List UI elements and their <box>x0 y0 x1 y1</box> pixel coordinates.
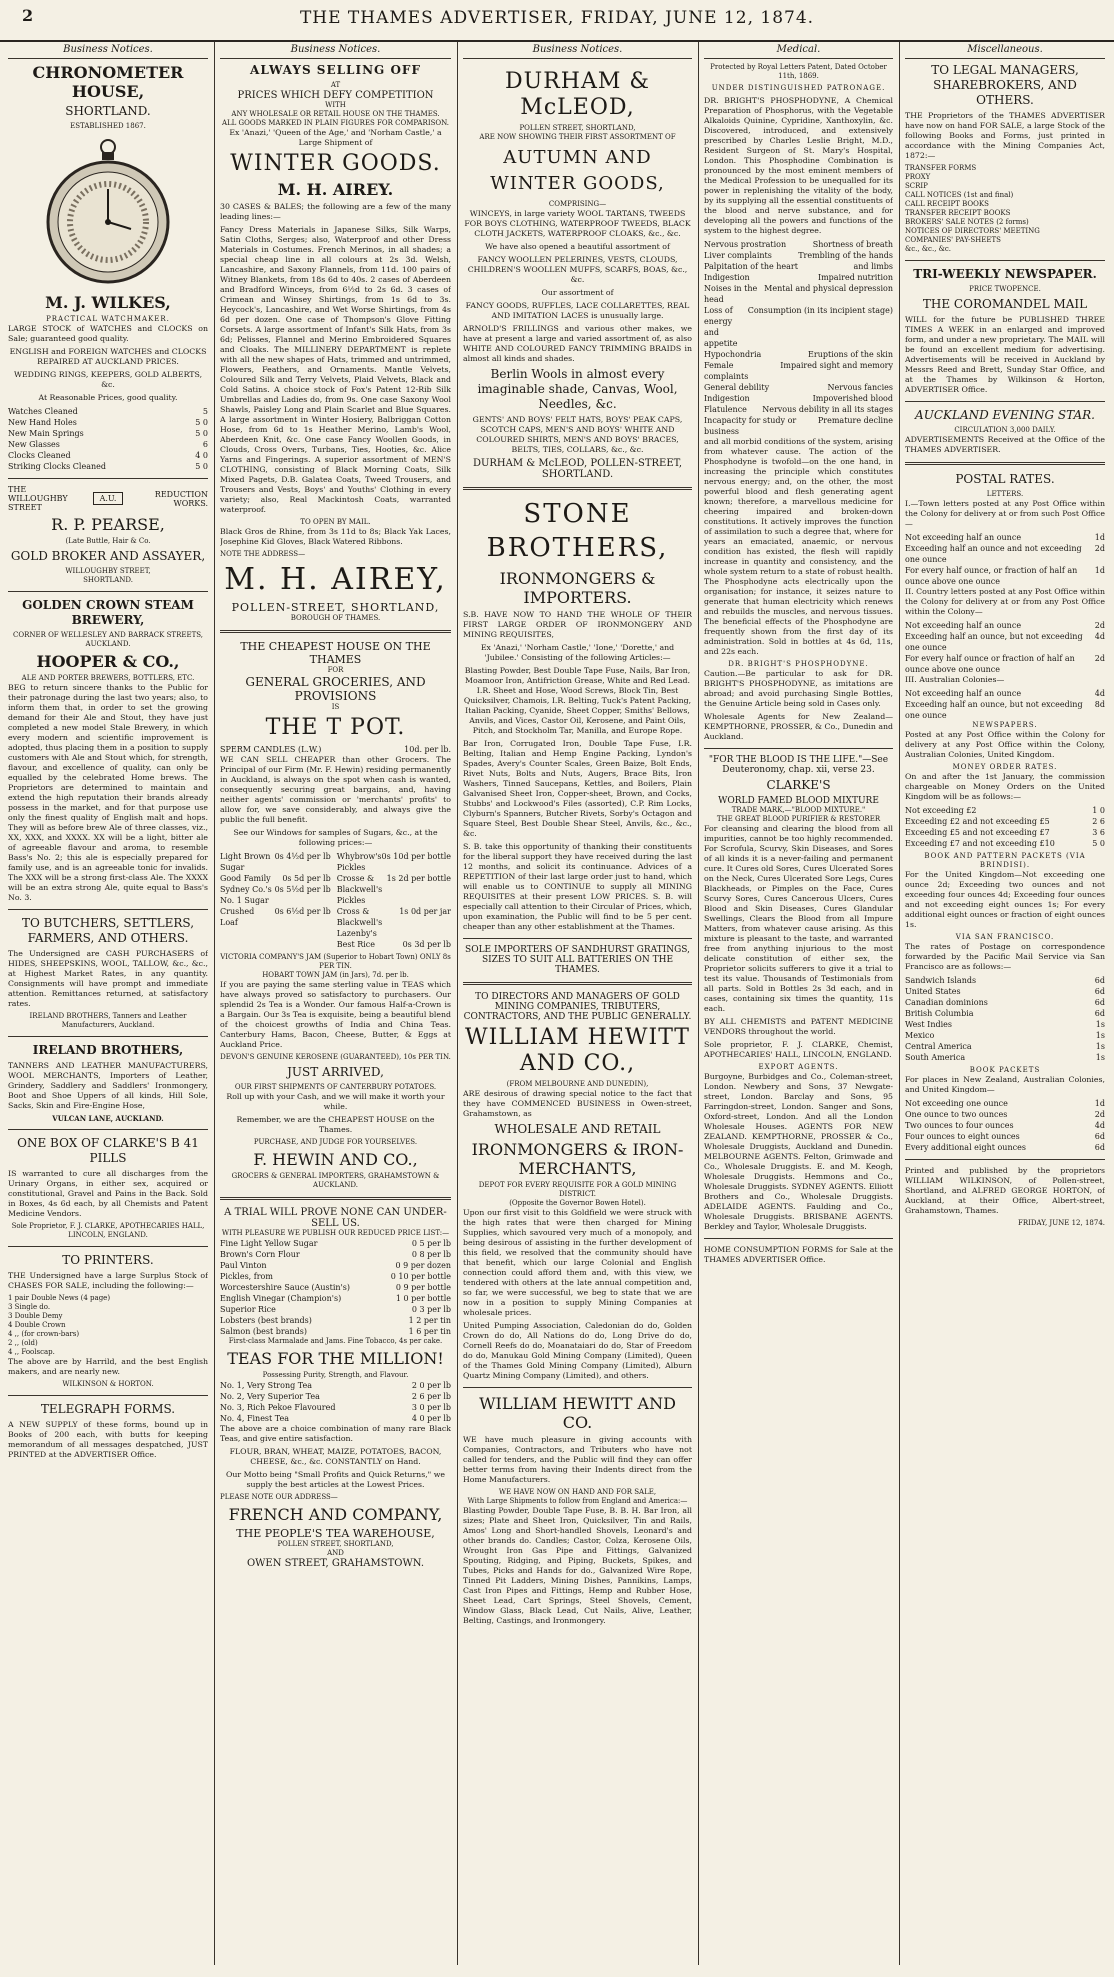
ad-text: Remember, we are the CHEAPEST HOUSE on the Thames. <box>236 1115 435 1134</box>
ad-text: POLLEN STREET, SHORTLAND, <box>519 124 636 132</box>
reduced-price-list <box>220 1238 451 1337</box>
rate-row: Exceeding half an ounce, but not exceeding one ounce 8d <box>905 700 1105 720</box>
ad-heading: TRI-WEEKLY NEWSPAPER. <box>913 267 1097 281</box>
ad-text: WILL for the future be PUBLISHED THREE TIMES A WEEK in an enlarged and improved form, and under a new proprietary. The MAIL will be found an excellent medium for advertising. Advertisements will be received in Auckland by Messrs Reed and Brett, Sunday Star Office, and at the Thames by Wilkinson & Horton, ADVERTISER Office. <box>905 315 1105 394</box>
price-row: Cross & Blackwell's Lazenby's 1s 0d per jar <box>336 907 451 938</box>
ad-text: DEVON'S GENUINE KEROSENE (GUARANTEED), 10s PER TIN. <box>220 1053 451 1061</box>
ad-text: BEG to return sincere thanks to the Public for their patronage during the last two years; also, to inform them that, in order to set the growing demand for their Ale and Stout, they have just completed a new model Stale Brewery, in which every modern and scientific improvement is adopted, thus placing them in a position to supply customers with Ale and Stout which, for strength, flavour, and excellence of quality, can only be equalled by the celebrated Home brews. The Proprietors are determined to maintain and extend the high reputation their brands already possess in the market, and for that purpose use only the finest quality of English malt and hops. They will as before brew Ale of three classes, viz., XX, XXX, and XXXX. XX will be a light, bitter ale of agreeable flavour and aroma, to resemble Bass's No. 2; this ale is especially prepared for family use, and is an agreeable tonic for invalids. The XXX will be a strong first-class Ale. The XXXX will be an extra strong Ale, quite equal to Bass's No. 3. <box>8 683 208 902</box>
price-row: Crushed Loaf 0s 6½d per lb <box>220 907 331 927</box>
rate-row: Exceeding £7 and not exceeding £10 5 0 <box>905 839 1105 848</box>
column-rule <box>899 42 900 1965</box>
ad-text: Caution.—Be particular to ask for DR. BRIGHT'S PHOSPHODYNE, as imitations are abroad; and avoid purchasing Single Bottles, the Genuine Article being sold in Cases only. <box>704 669 893 708</box>
ad-text: Possessing Purity, Strength, and Flavour. <box>262 1371 409 1379</box>
ad-text: Sole proprietor, F. J. CLARKE, Chemist, APOTHECARIES' HALL, LINCOLN, ENGLAND. <box>704 1040 893 1059</box>
column-rule <box>457 42 458 1965</box>
price-row: Fine Light Yellow Sugar 0 5 per lb <box>220 1239 451 1248</box>
ad-text: First-class Marmalade and Jams. Fine Tobacco, 4s per cake. <box>228 1337 443 1345</box>
rate-row: Two ounces to four ounces 4d <box>905 1121 1105 1130</box>
rate-row: Central America 1s <box>905 1042 1105 1051</box>
ad-heading: CHRONOMETER HOUSE, <box>32 63 184 101</box>
ad-text: A NEW SUPPLY of these forms, bound up in Books of 200 each, with butts for keeping memorandum of all messages despatched, JUST PRINTED at the ADVERTISER Office. <box>8 1420 208 1459</box>
imprint: Printed and published by the proprietors WILLIAM WILKINSON, of Pollen-street, Shortland, and ALFRED GEORGE HORTON, of Auckland, at their Office, Albert-street, Grahamstown, Thames. <box>905 1166 1105 1215</box>
ad-text: COMPRISING— <box>548 200 607 208</box>
column-rule <box>214 42 215 1965</box>
ad-heading: "FOR THE BLOOD IS THE LIFE."—See Deuteronomy, chap. xii, verse 23. <box>708 755 889 775</box>
price-row: Superior Rice 0 3 per lb <box>220 1305 451 1314</box>
ad-heading: JUST ARRIVED, <box>287 1065 384 1079</box>
symptom-row: Loss of energy and appetite Consumption (in its incipient stage) <box>704 306 893 348</box>
ad-heading: TEAS FOR THE MILLION! <box>227 1349 444 1368</box>
symptom-row: Incapacity for study or business Premature decline <box>704 416 893 436</box>
ad-text: WE CAN SELL CHEAPER than other Grocers. The Principal of our Firm (Mr. F. Hewin) residing permanently in Auckland, is always on the spot when cash is wanted, consequently securing great bargains, and, having neither agents' commission or 'merchants' profits' to allow for, we save considerably, and always give the public the full benefit. <box>220 755 451 824</box>
price-row: Light Brown Sugar 0s 4½d per lb <box>220 852 331 872</box>
ad-heading: TO BUTCHERS, SETTLERS, FARMERS, AND OTHERS. <box>21 916 195 945</box>
ad-text: Burgoyne, Burbidges and Co., Coleman-street, London. Newbery and Sons, 37 Newgate-street, London. Barclay and Sons, 95 Farringdon-street, London. Sanger and Sons, Oxford-street, London. And all the London Wholesale Houses. AGENTS FOR NEW ZEALAND. KEMPTHORNE, PROSSER & Co., Wholesale Druggists, Auckland and Dunedin. MELBOURNE AGENTS. Felton, Grimwade and Co., Wholesale Druggists. E. and M. Keogh, Wholesale Druggists. Hemmons and Co., Wholesale Druggists. SYDNEY AGENTS. Elliott Brothers and Co., Wholesale Druggists. ADELAIDE AGENTS. Faulding and Co., Wholesale Druggists. BRISBANE AGENTS. Berkley and Taylor, Wholesale Druggists. <box>704 1072 893 1231</box>
ad-text: HOME CONSUMPTION FORMS for Sale at the THAMES ADVERTISER Office. <box>704 1245 893 1264</box>
rate-row: Mexico 1s <box>905 1031 1105 1040</box>
price-row: Good Family 0s 5d per lb <box>220 874 331 883</box>
ad-text: LARGE STOCK of WATCHES and CLOCKS on Sale; guaranteed good quality. <box>8 324 208 343</box>
ad-text: BOROUGH OF THAMES. <box>290 614 381 622</box>
ad-text: The rates of Postage on correspondence forwarded by the Pacific Mail Service via San Francisco are as follows:— <box>905 942 1105 971</box>
rate-row: Not exceeding £2 1 0 <box>905 806 1105 815</box>
ad-text: Our assortment of <box>541 288 614 297</box>
ad-text: United Pumping Association, Caledonian do do, Golden Crown do do, All Nations do do, Long Drive do do, Cornell Reefs do do, Moanataiari do do, Star of Freedom do do, Manukau Gold Mining Company (Limited), Queen of the Thames Gold Mining Company (Limited), Alburn Quartz Mining Company (Limited), and others. <box>463 1321 692 1380</box>
willoughby-works-banner: THE WILLOUGHBY STREET A.U. REDUCTION WORKS. <box>8 485 208 512</box>
price-row: Paul Vinton 0 9 per dozen <box>220 1261 451 1270</box>
ad-text: PRICE TWOPENCE. <box>969 285 1041 293</box>
ad-heading: WINTER GOODS. <box>230 151 441 176</box>
ad-text: With Large Shipments to follow from England and America:— <box>467 1497 688 1505</box>
ad-text: and all morbid conditions of the system, arising from whatever cause. The action of the Phosphodyne is twofold—on the one hand, in increasing the principle which constitutes nervous energy; and, on the other, the most powerful blood and flesh generating agent known; therefore, a marvellous medicine for cheering impaired and broken-down constitutions. It actively improves the function of assimilation to such a degree that, where for years an emaciated, anaemic, or nervous condition has existed, the flesh will rapidly increase in quantity and consistency, and the whole system return to a state of robust health. The Phosphodyne acts electrically upon the organisation; for instance, it seizes nature to generate that human electricity which renews and rebuilds the muscles, and nervous tissues. The beneficial effects of the Phosphodyne are frequently shown from the first day of its administration. Sold in bottles at 4s 6d, 11s, and 22s each. <box>704 437 893 656</box>
page-number: 2 <box>22 6 34 25</box>
ad-text: On and after the 1st January, the commission chargeable on Money Orders on the United Kingdom will be as follows:— <box>905 772 1105 801</box>
ad-text: ARE NOW SHOWING THEIR FIRST ASSORTMENT OF <box>479 133 676 141</box>
symptom-row: Hypochondria Eruptions of the skin <box>704 350 893 359</box>
ad-text: Black Gros de Rhine, from 3s 11d to 8s; Black Yak Laces, Josephine Kid Gloves, Black Watered Ribbons. <box>220 527 451 546</box>
symptom-row: Liver complaints Trembling of the hands <box>704 251 893 260</box>
price-row: New Hand Holes 5 0 <box>8 418 208 427</box>
rate-row: Sandwich Islands 6d <box>905 976 1105 985</box>
rate-row: South America 1s <box>905 1053 1105 1062</box>
ad-text: EXPORT AGENTS. <box>758 1063 839 1071</box>
price-row: Salmon (best brands) 1 6 per tin <box>220 1327 451 1336</box>
column-1 <box>8 42 208 1965</box>
ad-heading: ALWAYS SELLING OFF <box>250 63 421 77</box>
ad-text: For the United Kingdom—Not exceeding one ounce 2d; Exceeding two ounces and not exceeding four ounces 4d; Exceeding four ounces and not exceeding eight ounces 1s; For every additional eight ounces or fraction of eight ounces 1s. <box>905 870 1105 929</box>
ad-heading: WILLIAM HEWITT AND CO. <box>479 1394 676 1432</box>
ad-heading: ONE BOX OF CLARKE'S B 41 PILLS <box>17 1136 199 1165</box>
symptom-row: General debility Nervous fancies <box>704 383 893 392</box>
rate-row: Exceeding half an ounce and not exceeding one ounce 2d <box>905 544 1105 564</box>
rate-row: Not exceeding half an ounce 1d <box>905 533 1105 542</box>
price-row: Clocks Cleaned 4 0 <box>8 451 208 460</box>
price-row: Best Rice 0s 3d per lb <box>336 940 451 949</box>
pocket-watch-illustration <box>43 137 173 287</box>
ad-heading: WORLD FAMED BLOOD MIXTURE <box>718 796 879 806</box>
ad-heading: TO PRINTERS. <box>62 1253 154 1267</box>
ad-heading: IRONMONGERS & IMPORTERS. <box>499 569 656 607</box>
rate-row: Every additional eight ounces 6d <box>905 1143 1105 1152</box>
ad-heading: TELEGRAPH FORMS. <box>40 1402 176 1416</box>
price-row: Crosse & Blackwell's Pickles 1s 2d per bottle <box>336 874 451 905</box>
ad-text: (Late Buttle, Hair & Co. <box>65 537 151 545</box>
ad-text: IS <box>331 703 340 711</box>
sugar-price-table <box>220 851 451 950</box>
ad-heading: CLARKE'S <box>766 778 831 792</box>
price-row: Pickles, from 0 10 per bottle <box>220 1272 451 1281</box>
chase-list: 1 pair Double News (4 page) 3 Single do. 3 Double Demy 4 Double Crown 4 ,, (for crown-bars) 2 ,, (old) 4 ,, Foolscap. <box>8 1294 111 1356</box>
ad-text: WILLOUGHBY STREET, <box>65 567 151 575</box>
ad-signature: IRELAND BROTHERS, Tanners and Leather Manufacturers, Auckland. <box>29 1012 187 1029</box>
ad-heading: F. HEWIN AND CO., <box>253 1150 418 1169</box>
ad-text: CIRCULATION 3,000 DAILY. <box>954 426 1056 434</box>
ad-subheading: SHORTLAND. <box>65 104 151 118</box>
ad-heading: THE CHEAPEST HOUSE ON THE THAMES <box>240 640 431 666</box>
ad-text: (Opposite the Governor Bowen Hotel). <box>509 1199 646 1207</box>
ad-text: TANNERS AND LEATHER MANUFACTURERS, WOOL MERCHANTS, Importers of Leather, Grindery, Saddlery and Saddlers' Ironmongery, Boot and Shoe Uppers of all kinds, Hill Sole, Sacks, Skin and Fire-Engine Hose, <box>8 1061 208 1110</box>
ad-text: 30 CASES & BALES; the following are a few of the many leading lines:— <box>220 202 451 221</box>
ad-text: Wholesale Agents for New Zealand—KEMPTHORNE, PROSSER, & Co., Dunedin and Auckland. <box>704 712 893 741</box>
rate-row: British Columbia 6d <box>905 1009 1105 1018</box>
ad-text: WEDDING RINGS, KEEPERS, GOLD ALBERTS, &c. <box>13 370 203 389</box>
rate-row: Canadian dominions 6d <box>905 998 1105 1007</box>
section-heading: Business Notices. <box>8 42 208 59</box>
ad-text: At Reasonable Prices, good quality. <box>38 393 178 402</box>
ad-text: THE Proprietors of the THAMES ADVERTISER have now on hand FOR SALE, a large Stock of the following Books and Forms, just printed in accordance with the Mining Companies Act, 1872:— <box>905 111 1105 160</box>
ad-text: S. B. take this opportunity of thanking their constituents for the liberal support they have received during the last 12 months, and solicit its continuance. Advices of a REPETITION of their last large order just to hand, which will enable us to CONTINUE to supply all MINING REQUISITES at their present LOW PRICES. S. B. will especially call attention to their Circular of Prices, which, upon examination, the Public will find to be 5 per cent. cheaper than any other establishment at the Thames. <box>463 842 692 931</box>
ad-text: GENTS' AND BOYS' FELT HATS, BOYS' PEAK CAPS, SCOTCH CAPS, MEN'S AND BOYS' WHITE AND COLOURED SHIRTS, MEN'S AND BOYS' BRACES, BELTS, TIES, COLLARS, &c., &c. <box>472 415 683 454</box>
ad-heading: HOOPER & CO., <box>36 652 180 671</box>
ad-text: For cleansing and clearing the blood from all impurities, cannot be too highly recommended. For Scrofula, Scurvy, Skin Diseases, and Sores of all kinds it is a never-failing and permanent cure. It Cures old Sores, Cures Ulcerated Sores on the Neck, Cures Ulcerated Sore Legs, Cures Blackheads, or Pimples on the Face, Cures Scurvy Sores, Cures Cancerous Ulcers, Cures Blood and Skin Diseases, Cures Glandular Swellings, Clears the Blood from all Impure Matters, from whatever cause arising. As this mixture is pleasant to the taste, and warranted free from anything injurious to the most delicate constitution of either sex, the Proprietor solicits sufferers to give it a trial to test its value. Thousands of Testimonials from all parts. Sold in Bottles 2s 3d each, and in cases, containing six times the quantity, 11s each. <box>704 824 893 1013</box>
ad-text: The above are by Harrild, and the best English makers, and are nearly new. <box>8 1357 208 1376</box>
rate-row: Not exceeding one ounce 1d <box>905 1099 1105 1108</box>
price-list <box>8 406 208 472</box>
ad-heading: GOLDEN CROWN STEAM BREWERY, <box>22 598 194 627</box>
ad-heading: IRELAND BROTHERS, <box>32 1043 184 1057</box>
ad-text: PURCHASE, AND JUDGE FOR YOURSELVES. <box>253 1138 418 1146</box>
ad-text: OUR FIRST SHIPMENTS OF CANTERBURY POTATOES. <box>234 1083 437 1091</box>
ad-text: ALL GOODS MARKED IN PLAIN FIGURES FOR COMPARISON. <box>221 119 450 127</box>
ad-heading: THE COROMANDEL MAIL <box>922 297 1088 311</box>
ad-text: For places in New Zealand, Australian Colonies, and United Kingdom— <box>905 1075 1105 1094</box>
newspaper-title: THE THAMES ADVERTISER, FRIDAY, JUNE 12, 1874. <box>299 8 815 28</box>
ad-text: HOBART TOWN JAM (in Jars), 7d. per lb. <box>262 971 409 979</box>
rate-row: West Indies 1s <box>905 1020 1105 1029</box>
ad-text: ARE desirous of drawing special notice to the fact that they have COMMENCED BUSINESS in Owen-street, Grahamstown, as <box>463 1089 692 1118</box>
ad-heading: WILLIAM HEWITT AND CO., <box>465 1025 690 1076</box>
ad-subheading: POLLEN-STREET, SHORTLAND, <box>231 601 440 614</box>
ad-text: PLEASE NOTE OUR ADDRESS— <box>220 1493 338 1501</box>
price-row: Watches Cleaned 5 <box>8 407 208 416</box>
ad-text: SHORTLAND. <box>83 576 133 584</box>
rate-row: Not exceeding half an ounce 4d <box>905 689 1105 698</box>
ad-text: LETTERS. <box>986 490 1024 498</box>
trade-mark-box: A.U. <box>93 492 124 505</box>
symptom-row: Female complaints Impaired sight and memory <box>704 361 893 381</box>
price-row: English Vinegar (Champion's) 1 0 per bottle <box>220 1294 451 1303</box>
imprint-date: FRIDAY, JUNE 12, 1874. <box>1017 1219 1105 1227</box>
rate-row: For every half ounce, or fraction of half an ounce above one ounce 1d <box>905 566 1105 586</box>
symptom-table <box>704 239 893 437</box>
ad-text: ESTABLISHED 1867. <box>70 122 146 130</box>
ad-text: DR. BRIGHT'S PHOSPHODYNE, A Chemical Preparation of Phosphorus, with the Vegetable Alkaloids Quinine, Cypridine, Xanthoxylin, &c. Discovered, introduced, and extensively prescribed by Charles Leslie Bright, M.D., Resident Surgeon of St. Mary's Hospital, London. This Phosphodine Combination is pronounced by the most eminent members of the Medical Profession to be unequalled for its power in replenishing the vitality of the body, by its supplying all the essential constituents of the blood and nerve substance, and for developing all the powers and functions of the system to the highest degree. <box>704 96 893 235</box>
column-2 <box>220 42 451 1965</box>
ad-signature: WILKINSON & HORTON. <box>62 1380 154 1388</box>
rate-row: Exceeding half an ounce, but not exceeding one ounce 4d <box>905 632 1105 652</box>
ad-heading: M. H. AIREY. <box>277 180 394 199</box>
ad-heading: THE T POT. <box>265 715 406 740</box>
ad-heading: FRENCH AND COMPANY, <box>228 1505 443 1524</box>
ad-text: S.B. HAVE NOW TO HAND THE WHOLE OF THEIR FIRST LARGE ORDER OF IRONMONGERY AND MINING REQUISITES, <box>463 610 692 639</box>
price-row: New Main Springs 5 0 <box>8 429 208 438</box>
ad-text: TRADE MARK,—"BLOOD MIXTURE." <box>731 806 866 814</box>
ad-text: (FROM MELBOURNE AND DUNEDIN), <box>506 1080 649 1088</box>
ad-text: Posted at any Post Office within the Colony for delivery at any Post Office within the Colony, Australian Colonies, United Kingdom. <box>905 730 1105 759</box>
column-5 <box>905 42 1105 1965</box>
symptom-row: Indigestion Impoverished blood <box>704 394 893 403</box>
ad-heading: DURHAM & McLEOD, <box>505 69 650 120</box>
ad-heading: AUCKLAND EVENING STAR. <box>915 408 1095 422</box>
price-row: No. 3, Rich Pekoe Flavoured 3 0 per lb <box>220 1403 451 1412</box>
ad-text: ENGLISH and FOREIGN WATCHES and CLOCKS REPAIRED AT AUCKLAND PRICES. <box>9 347 207 366</box>
rate-row: United States 6d <box>905 987 1105 996</box>
ad-text: VICTORIA COMPANY'S JAM (Superior to Hobart Town) ONLY 8s PER TIN. <box>220 953 451 970</box>
ad-heading: A TRIAL WILL PROVE NONE CAN UNDER-SELL US. <box>224 1207 447 1229</box>
ad-text: NEWSPAPERS. <box>972 721 1038 729</box>
price-row: New Glasses 6 <box>8 440 208 449</box>
column-rule <box>698 42 699 1965</box>
ad-text: ADVERTISEMENTS Received at the Office of the THAMES ADVERTISER. <box>905 435 1105 454</box>
ad-heading: TO LEGAL MANAGERS, SHAREBROKERS, AND OTHERS. <box>931 63 1079 107</box>
ad-subheading: PRACTICAL WATCHMAKER. <box>46 315 170 323</box>
ad-signature: Sole Proprietor, F. J. CLARKE, APOTHECARIES HALL, LINCOLN, ENGLAND. <box>11 1222 205 1239</box>
ad-text: FANCY GOODS, RUFFLES, LACE COLLARETTES, REAL AND IMITATION LACES is unusually large. <box>465 301 690 320</box>
ad-text: ANY WHOLESALE OR RETAIL HOUSE ON THE THAMES. <box>231 110 440 118</box>
ad-text: THE GREAT BLOOD PURIFIER & RESTORER <box>716 815 881 823</box>
rate-row: Exceeding £2 and not exceeding £5 2 6 <box>905 817 1105 826</box>
ad-heading: TO DIRECTORS AND MANAGERS OF GOLD MINING COMPANIES, TRIBUTERS, CONTRACTORS, AND THE PUBLIC GENERALLY. <box>463 992 692 1022</box>
ad-text: DR. BRIGHT'S PHOSPHODYNE. <box>728 660 869 668</box>
ad-heading: POSTAL RATES. <box>955 472 1055 486</box>
price-row: No. 4, Finest Tea 4 0 per lb <box>220 1414 451 1423</box>
symptom-row: Indigestion Impaired nutrition <box>704 273 893 282</box>
ad-text: TO OPEN BY MAIL. <box>300 518 371 526</box>
ad-text: BOOK AND PATTERN PACKETS (VIA BRINDISI). <box>924 852 1086 869</box>
ad-text: WITH <box>325 101 346 109</box>
ad-text: Blasting Powder, Double Tape Fuse, B. B. H. Bar Iron, all sizes; Plate and Sheet Iron, Quicksilver, Tin and Rails, Amos' Long and Short-handled Shovels, Leonard's and other brands do. Candles; Castor, Colza, Kerosene Oils, Wrought Iron Gas Pipe and Fittings, Galvanized Spouting, Ridging, and Piping, Buckets, Spikes, and Tubes, Picks and Hands for do., Galvanized Wire Rope, Tinned Pit Ladders, Mining Dishes, Pannikins, Lamps, Cast Iron Pipes and Fittings, Hemp and Rubber Hose, Sheet Lead, Cart Springs, Steel Shovels, Cement, Window Glass, Black Lead, Cut Nails, Alive, Leather, Belting, Castings, and Ironmongery. <box>463 1506 692 1625</box>
ad-text: The above are a choice combination of many rare Black Teas, and give entire satisfaction. <box>220 1424 451 1443</box>
ad-text: Bar Iron, Corrugated Iron, Double Tape Fuse, I.R. Belting, Italian and Hemp Engine Packing, Lyndon's Spades, Avery's Counter Scales, Green Baize, Bolt Ends, Rivet Nuts, Bolts and Nuts, Augers, Brace Bits, Iron Washers, Tinned Saucepans, Kettles, and Boilers, Plain Galvanised Sheet Iron, Copper-sheet, Brown, and Cocks, Stubbs' and Lockwood's Files (assorted), C.P. Rim Locks, Clyburn's Spanners, Butcher Rivets, Sorby's Octagon and Square Steel, Best Double Shear Steel, Anvils, &c., &c., &c. <box>463 739 692 838</box>
ad-text: VIA SAN FRANCISCO. <box>955 933 1055 941</box>
price-row: Lobsters (best brands) 1 2 per tin <box>220 1316 451 1325</box>
ad-text: NOTE THE ADDRESS— <box>220 550 306 558</box>
ad-text: UNDER DISTINGUISHED PATRONAGE. <box>711 84 886 92</box>
column-3 <box>463 42 692 1965</box>
ad-text: BOOK PACKETS <box>969 1066 1041 1074</box>
section-heading: Business Notices. <box>220 42 451 59</box>
symptom-row: Palpitation of the heart and limbs <box>704 262 893 271</box>
ad-heading: GENERAL GROCERIES, AND PROVISIONS <box>245 675 426 703</box>
column-4 <box>704 42 893 1965</box>
ad-text: Protected by Royal Letters Patent, Dated October 11th, 1869. <box>710 63 887 80</box>
symptom-row: Noises in the head Mental and physical depression <box>704 284 893 304</box>
section-heading: Business Notices. <box>463 42 692 59</box>
ad-heading: WHOLESALE AND RETAIL <box>494 1122 661 1136</box>
price-row: Striking Clocks Cleaned 5 0 <box>8 462 208 471</box>
ad-subheading: ALE AND PORTER BREWERS, BOTTLERS, ETC. <box>21 674 195 682</box>
ad-text: ARNOLD'S FRILLINGS and various other makes, we have at present a large and varied assortment of, as also WHITE AND COLOURED FANCY TRIMMING BRAIDS in almost all kinds and shades. <box>463 324 692 363</box>
ad-text: WITH PLEASURE WE PUBLISH OUR REDUCED PRICE LIST:— <box>221 1229 450 1237</box>
ad-text: III. Australian Colonies— <box>905 675 1005 684</box>
ad-text: FANCY WOOLLEN PELERINES, VESTS, CLOUDS, CHILDREN'S WOOLLEN MUFFS, SCARFS, BOAS, &c., &c. <box>467 255 688 284</box>
ad-text: IS warranted to cure all discharges from the Urinary Organs, in either sex, acquired or constitutional, Gravel and Pains in the Back. Sold in Boxes, 4s 6d each, by all Chemists and Patent Medicine Vendors. <box>8 1169 208 1218</box>
ad-text: AND <box>327 1549 344 1557</box>
ad-heading: GOLD BROKER AND ASSAYER, <box>10 549 206 563</box>
ad-text: FOR <box>327 666 344 674</box>
ad-text: Blasting Powder, Best Double Tape Fuse, Nails, Bar Iron, Moamoor Iron, Antifriction Grease, White and Red Lead. I.R. Sheet and Hose, Wood Screws, Block Tin, Best Quicksilver, Chamois, I.R. Belting, Tuck's Patent Packing, Italian Packing, Cyanide, Sheet Copper, Smiths' Bellows, Anvils, and Vices, Castor Oil, Kerosene, and Paint Oils, Pitch, and Stockholm Tar, Manilla, and Europe Rope. <box>463 666 692 735</box>
section-heading: Miscellaneous. <box>905 42 1105 59</box>
ad-text: Ex 'Anazi,' 'Norham Castle,' 'Ione,' 'Dorette,' and 'Jubilee.' Consisting of the following Articles:— <box>480 643 675 662</box>
ad-text: If you are paying the same sterling value in TEAS which have always proved so satisfactory to purchasers. Our splendid 2s Tea is a Wonder. Our famous Half-a-Crown is a Bargain. Our 3s Tea is exquisite, being a beautiful blend of the choicest growths of India and China Teas. Canterbury Hams, Bacon, Cheese, Butter, & Eggs at Auckland Price. <box>220 980 451 1049</box>
ad-subheading: GROCERS & GENERAL IMPORTERS, GRAHAMSTOWN & AUCKLAND. <box>231 1172 440 1189</box>
ad-text: Ex 'Anazi,' 'Queen of the Age,' and 'Norham Castle,' a Large Shipment of <box>229 128 442 147</box>
ad-text: POLLEN STREET, SHORTLAND, <box>277 1540 394 1548</box>
forms-list: TRANSFER FORMS PROXY SCRIP CALL NOTICES (1st and final) CALL RECEIPT BOOKS TRANSFER RECEIPT BOOKS BROKERS' SALE NOTES (2 forms) NOTICES OF DIRECTORS' MEETING COMPANIES' PAY-SHEETS &c., &c., &c. <box>905 164 1040 253</box>
ad-text: FLOUR, BRAN, WHEAT, MAIZE, POTATOES, BACON, CHEESE, &c., &c. CONSTANTLY on Hand. <box>229 1447 442 1466</box>
ad-text: OWEN STREET, GRAHAMSTOWN. <box>246 1558 425 1569</box>
price-row: No. 1, Very Strong Tea 2 0 per lb <box>220 1381 451 1390</box>
rate-row: Not exceeding half an ounce 2d <box>905 621 1105 630</box>
section-heading: Medical. <box>704 42 893 59</box>
ad-text: VULCAN LANE, AUCKLAND. <box>52 1114 164 1123</box>
ad-text: Fancy Dress Materials in Japanese Silks, Silk Warps, Satin Cloths, Serges; also, Waterproof and other Dress Materials in Costumes. French Merinos, in all shades; a special cheap line in all colours at 2s 3d. Welsh, Lancashire, and Saxony Flannels, from 11d. 100 pairs of Witney Blankets, from 18s 6d to 40s. 2 cases of Aberdeen and Bradford Winceys, from 6½d to 2s 6d. 3 cases of Crimean and Winsey Shirtings, from 1s 6d to 3s. Heycock's, Lancashire, and Wet Worse Shirtings, from 4s 6d per dozen. One case of Thompson's Glove Fitting Corsets. A large assortment of Infant's Silk Hats, from 3s 6d; Pelisses, Flannel and Merino Embroidered Squares and Cloaks. The MILLINERY DEPARTMENT is replete with all the new shapes of Hats, trimmed and untrimmed, Flowers, Feathers, and Ornaments. Mantle Velvets, Coloured Silk and Terry Velvets, Plaid Velvets, Black and Cold Satins. A choice stock of Fox's Patent 12-Rib Silk Umbrellas and Ladies do, from 9s. One case Saxony Wool Shawls, Paisley Long and Plain Scarlet and Blue Squares. A large assortment in Winter Hosiery, Balbriggan Cotton Hose, from 6d to 1s Heather Merino, Lamb's Wool, Aberdeen Knit, &c. One case Fancy Woollen Goods, in Clouds, Cross Overs, Turbans, Ties, Hooties, &c. Alice Yarns and Fingerings. A superior assortment of MEN'S CLOTHING, consisting of Black Morning Coats, Silk Mixed Pagets, D.B. Galatea Coats, Tweed Trousers, and Trousers and Vests, Boys' and Youths' Clothing in every variety; also, Real Mackintosh Coats, warranted waterproof. <box>220 225 451 514</box>
ad-text: We have also opened a beautiful assortment of <box>485 242 670 251</box>
ad-subheading: THE PEOPLE'S TEA WAREHOUSE, <box>236 1527 435 1540</box>
ad-signature: DURHAM & McLEOD, POLLEN-STREET, SHORTLAND. <box>472 458 683 480</box>
ad-text: II. Country letters posted at any Post Office within the Colony for delivery at or from any Post Office within the Colony— <box>905 587 1105 616</box>
ad-text: WE HAVE NOW ON HAND AND FOR SALE, <box>498 1488 657 1496</box>
rate-row: Four ounces to eight ounces 6d <box>905 1132 1105 1141</box>
ad-heading: M. J. WILKES, <box>45 293 171 312</box>
ad-text: Roll up with your Cash, and we will make it worth your while. <box>226 1092 445 1111</box>
ad-text: See our Windows for samples of Sugars, &c., at the following prices:— <box>233 828 438 847</box>
rate-row: Exceeding £5 and not exceeding £7 3 6 <box>905 828 1105 837</box>
price-row: Whybrow's Pickles 0s 10d per bottle <box>336 852 451 872</box>
symptom-row: Nervous prostration Shortness of breath <box>704 240 893 249</box>
ad-text: WE have much pleasure in giving accounts with Companies, Contractors, and Tributers who have not called for tenders, and the Public will find they can offer better terms from having their Indents direct from the Home Manufacturers. <box>463 1435 692 1484</box>
ad-heading: Berlin Wools in almost every imaginable shade, Canvas, Wool, Needles, &c. <box>477 367 678 411</box>
ad-heading: M. H. AIREY, <box>224 562 447 597</box>
ad-heading: IRONMONGERS & IRON-MERCHANTS, <box>471 1140 684 1178</box>
rate-row: For every half ounce or fraction of half an ounce above one ounce 2d <box>905 654 1105 674</box>
price-row: Sydney Co.'s No. 1 Sugar 0s 5½d per lb <box>220 885 331 905</box>
ad-text: Upon our first visit to this Goldfield we were struck with the high rates that were then charged for Mining Supplies, which savoured very much of a monopoly, and being desirous of assisting in the further development of this field, we resolved that the community should have that benefit, which our large Colonial and English connection could afford them and, with this view, we tendered with others at the late annual competition and, so far, we were successful, we beg to state that we are now in a position to supply Mining Companies at wholesale prices. <box>463 1208 692 1317</box>
ad-text: DEPOT FOR EVERY REQUISITE FOR A GOLD MINING DISTRICT. <box>478 1181 677 1198</box>
ad-subheading: PRICES WHICH DEFY COMPETITION <box>237 90 434 101</box>
ad-text: MONEY ORDER RATES. <box>952 763 1058 771</box>
masthead <box>0 0 1114 42</box>
ad-text: Our Motto being "Small Profits and Quick Returns," we supply the best articles at the Lowest Prices. <box>225 1470 446 1489</box>
ad-heading: AUTUMN AND WINTER GOODS, <box>490 147 665 194</box>
price-row: No. 2, Very Superior Tea 2 6 per lb <box>220 1392 451 1401</box>
ad-text: CORNER OF WELLESLEY AND BARRACK STREETS, AUCKLAND. <box>12 631 204 648</box>
tea-price-list <box>220 1380 451 1424</box>
ad-text: WINCEYS, in large variety WOOL TARTANS, TWEEDS FOR BOYS CLOTHING, WATERPROOF TWEEDS, BLACK CLOTH JACKETS, WATERPROOF CLOAKS, &c., &c. <box>464 209 691 238</box>
ad-text: SOLE IMPORTERS OF SANDHURST GRATINGS, SIZES TO SUIT ALL BATTERIES ON THE THAMES. <box>465 945 690 975</box>
ad-text: I.—Town letters posted at any Post Office within the Colony for delivery at or from such Post Office— <box>905 499 1105 528</box>
rate-row: One ounce to two ounces 2d <box>905 1110 1105 1119</box>
ad-text: BY ALL CHEMISTS and PATENT MEDICINE VENDORS throughout the world. <box>704 1017 893 1036</box>
symptom-row: Flatulence Nervous debility in all its stages <box>704 405 893 414</box>
price-row: SPERM CANDLES (L.W.) 10d. per lb. <box>220 745 451 754</box>
ad-text: AT <box>330 81 341 89</box>
ad-text: THE Undersigned have a large Surplus Stock of CHASES FOR SALE, including the following:— <box>8 1271 208 1290</box>
price-row: Worcestershire Sauce (Austin's) 0 9 per bottle <box>220 1283 451 1292</box>
ad-text: The Undersigned are CASH PURCHASERS of HIDES, SHEEPSKINS, WOOL, TALLOW, &c., &c., at Highest Market Rates, in any quantity. Consignments will have prompt and immediate attention. Remittances returned, at satisfactory rates. <box>8 949 208 1008</box>
ad-heading: R. P. PEARSE, <box>51 515 165 534</box>
price-row: Brown's Corn Flour 0 8 per lb <box>220 1250 451 1259</box>
ad-heading: STONE BROTHERS, <box>486 499 669 563</box>
